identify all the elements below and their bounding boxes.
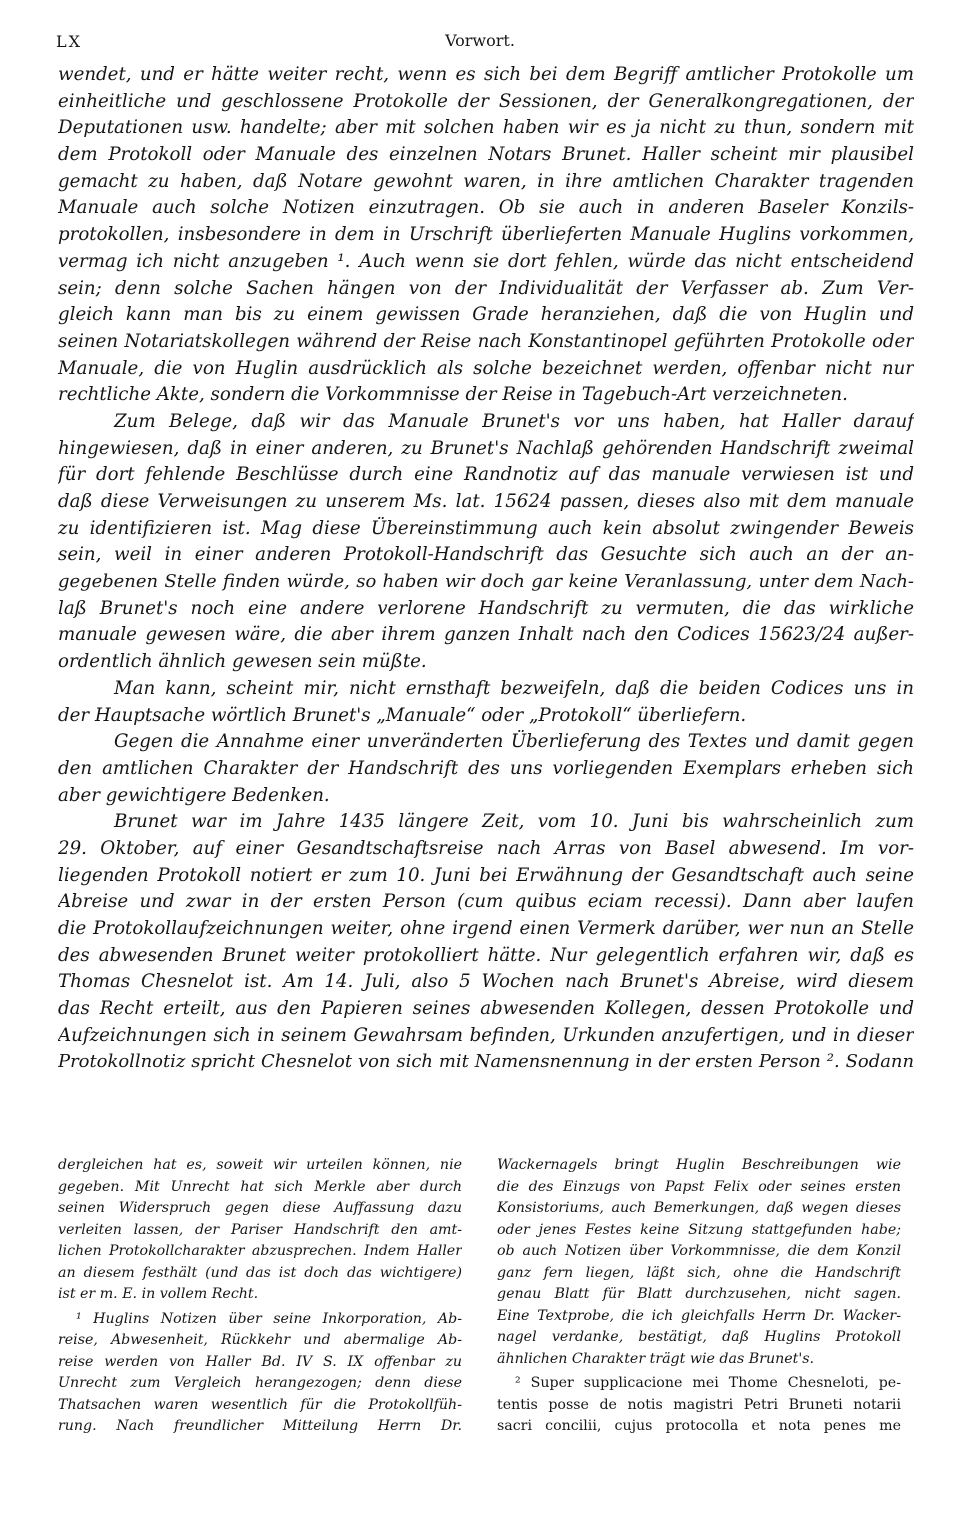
footnote-line: reise, Abwesenheit, Rückkehr und abermalige Ab- xyxy=(58,1332,462,1348)
text-line: den amtlichen Charakter der Handschrift des uns vorliegenden Exemplars erheben sich xyxy=(58,757,914,779)
text-line: gleich kann man bis zu einem gewissen Grade heranziehen, daß die von Huglin und xyxy=(58,304,914,326)
footnotes-right-column xyxy=(497,1155,901,1438)
text-line: manuale gewesen wäre, die aber ihrem ganzen Inhalt nach den Codices 15623/24 außer- xyxy=(58,624,914,646)
text-line: laß Brunet's noch eine andere verlorene Handschrift zu vermuten, die das wirkliche xyxy=(58,597,914,619)
footnote-line: genau Blatt für Blatt durchzusehen, nicht sagen. xyxy=(497,1286,901,1302)
text-line: vermag ich nicht anzugeben ¹. Auch wenn sie dort fehlen, würde das nicht entscheidend xyxy=(58,250,914,272)
text-line: der Hauptsache wörtlich Brunet's „Manuale“ oder „Protokoll“ überliefern. xyxy=(58,704,747,726)
footnote-line: an diesem festhält (und das ist doch das wichtigere) xyxy=(58,1264,462,1281)
page-number: LX xyxy=(56,32,83,51)
text-line: protokollen, insbesondere in dem in Urschrift überlieferten Manuale Huglins vorkommen, xyxy=(58,224,914,246)
footnote-line: Thatsachen waren wesentlich für die Protokollfüh- xyxy=(58,1396,462,1413)
text-line: aber gewichtigere Bedenken. xyxy=(58,784,330,806)
text-line: gegebenen Stelle finden würde, so haben wir doch gar keine Veranlassung, unter dem Nach- xyxy=(58,571,914,593)
footnote-line: Eine Textprobe, die ich gleichfalls Herrn Dr. Wacker- xyxy=(497,1307,901,1324)
footnote-line: Unrecht zum Vergleich herangezogen; denn diese xyxy=(58,1375,462,1391)
text-line: Man kann, scheint mir, nicht ernsthaft bezweifeln, daß die beiden Codices uns in xyxy=(114,677,914,699)
footnote-line: seinen Widerspruch gegen diese Auffassung dazu xyxy=(58,1200,462,1216)
text-line: hingewiesen, daß in einer anderen, zu Brunet's Nachlaß gehörenden Handschrift zweimal xyxy=(58,437,914,459)
text-line: dem Protokoll oder Manuale des einzelnen Notars Brunet. Haller scheint mir plausibel xyxy=(58,144,914,166)
footnote-line: Konsistoriums, auch Bemerkungen, daß wegen dieses xyxy=(497,1200,901,1216)
footnote-line: ² Super supplicacione mei Thome Chesneloti, pe- xyxy=(515,1375,901,1391)
footnote-line: gegeben. Mit Unrecht hat sich Merkle aber durch xyxy=(58,1178,462,1195)
text-line: 29. Oktober, auf einer Gesandtschaftsreise nach Arras von Basel abwesend. Im vor- xyxy=(58,837,914,859)
footnote-line: reise werden von Haller Bd. IV S. IX offenbar zu xyxy=(58,1353,462,1370)
text-line: ordentlich ähnlich gewesen sein müßte. xyxy=(58,651,427,673)
footnote-line: sacri concilii, cujus protocolla et nota penes me xyxy=(497,1418,901,1434)
footnote-line: rung. Nach freundlicher Mitteilung Herrn Dr. xyxy=(58,1418,462,1434)
text-line: zu identifizieren ist. Mag diese Übereinstimmung auch kein absolut zwingender Beweis xyxy=(58,517,914,539)
footnote-line: ganz fern liegen, läßt sich, ohne die Handschrift xyxy=(497,1264,901,1281)
footnote-line: dergleichen hat es, soweit wir urteilen können, nie xyxy=(58,1157,462,1173)
text-line: wendet, und er hätte weiter recht, wenn es sich bei dem Begriff amtlicher Protokolle um xyxy=(58,64,914,85)
footnote-line: oder jenes Festes keine Sitzung stattgefunden habe; xyxy=(497,1221,901,1238)
main-text xyxy=(58,62,914,1076)
running-head: Vorwort. xyxy=(445,31,515,50)
text-line: Brunet war im Jahre 1435 längere Zeit, vom 10. Juni bis wahrscheinlich zum xyxy=(114,811,914,833)
text-line: gemacht zu haben, daß Notare gewohnt waren, in ihre amtlichen Charakter tragenden xyxy=(58,170,914,192)
footnote-line: ob auch Notizen über Vorkommnisse, die dem Konzil xyxy=(497,1243,901,1259)
text-line: Aufzeichnungen sich in seinem Gewahrsam befinden, Urkunden anzufertigen, und in dieser xyxy=(58,1024,914,1046)
text-line: seinen Notariatskollegen während der Reise nach Konstantinopel geführten Protokolle oder xyxy=(58,330,914,352)
text-line: einheitliche und geschlossene Protokolle der Sessionen, der Generalkongregationen, der xyxy=(58,90,914,112)
text-line: rechtliche Akte, sondern die Vorkommnisse der Reise in Tagebuch-Art verzeichneten. xyxy=(58,384,848,406)
text-line: Gegen die Annahme einer unveränderten Überlieferung des Textes und damit gegen xyxy=(114,731,914,753)
footnote-line: ¹ Huglins Notizen über seine Inkorporation, Ab- xyxy=(76,1310,462,1327)
text-line: sein; denn solche Sachen hängen von der Individualität der Verfasser ab. Zum Ver- xyxy=(58,277,914,299)
text-line: daß diese Verweisungen zu unserem Ms. lat. 15624 passen, dieses also mit dem manuale xyxy=(58,491,914,512)
footnote-line: ist er m. E. in vollem Recht. xyxy=(58,1286,259,1302)
text-line: Thomas Chesnelot ist. Am 14. Juli, also 5 Wochen nach Brunet's Abreise, wird diesem xyxy=(58,971,914,993)
text-line: liegenden Protokoll notiert er zum 10. Juni bei Erwähnung der Gesandtschaft auch seine xyxy=(58,864,914,886)
text-line: Manuale, die von Huglin ausdrücklich als solche bezeichnet werden, offenbar nicht nur xyxy=(58,357,914,379)
text-line: des abwesenden Brunet weiter protokolliert hätte. Nur gelegentlich erfahren wir, daß es xyxy=(58,944,914,966)
text-line: Deputationen usw. handelte; aber mit solchen haben wir es ja nicht zu thun, sondern mit xyxy=(58,117,914,139)
text-line: Protokollnotiz spricht Chesnelot von sich mit Namensnennung in der ersten Person ². Sodann xyxy=(58,1051,914,1073)
text-line: Manuale auch solche Notizen einzutragen. Ob sie auch in anderen Baseler Konzils- xyxy=(58,197,914,219)
footnote-line: lichen Protokollcharakter abzusprechen. Indem Haller xyxy=(58,1243,462,1259)
footnote-line: verleiten lassen, der Pariser Handschrift den amt- xyxy=(58,1221,462,1238)
text-line: die Protokollaufzeichnungen weiter, ohne irgend einen Vermerk darüber, wer nun an Stelle xyxy=(58,918,914,939)
footnote-line: nagel verdanke, bestätigt, daß Huglins Protokoll xyxy=(497,1329,901,1345)
text-line: Abreise und zwar in der ersten Person (cum quibus eciam recessi). Dann aber laufen xyxy=(58,891,914,913)
text-line: sein, weil in einer anderen Protokoll-Handschrift das Gesuchte sich auch an der an- xyxy=(58,544,914,566)
text-line: das Recht erteilt, aus den Papieren seines abwesenden Kollegen, dessen Protokolle und xyxy=(58,998,914,1020)
footnote-line: Wackernagels bringt Huglin Beschreibungen wie xyxy=(497,1157,901,1173)
text-line: Zum Belege, daß wir das Manuale Brunet's vor uns haben, hat Haller darauf xyxy=(114,410,914,432)
footnote-line: tentis posse de notis magistri Petri Bruneti notarii xyxy=(497,1396,901,1413)
text-line: für dort fehlende Beschlüsse durch eine Randnotiz auf das manuale verwiesen ist und xyxy=(58,464,914,486)
footnote-line: die des Einzugs von Papst Felix oder seines ersten xyxy=(497,1178,901,1195)
footnotes-left-column xyxy=(58,1155,462,1438)
footnote-line: ähnlichen Charakter trägt wie das Brunet's. xyxy=(497,1350,815,1367)
